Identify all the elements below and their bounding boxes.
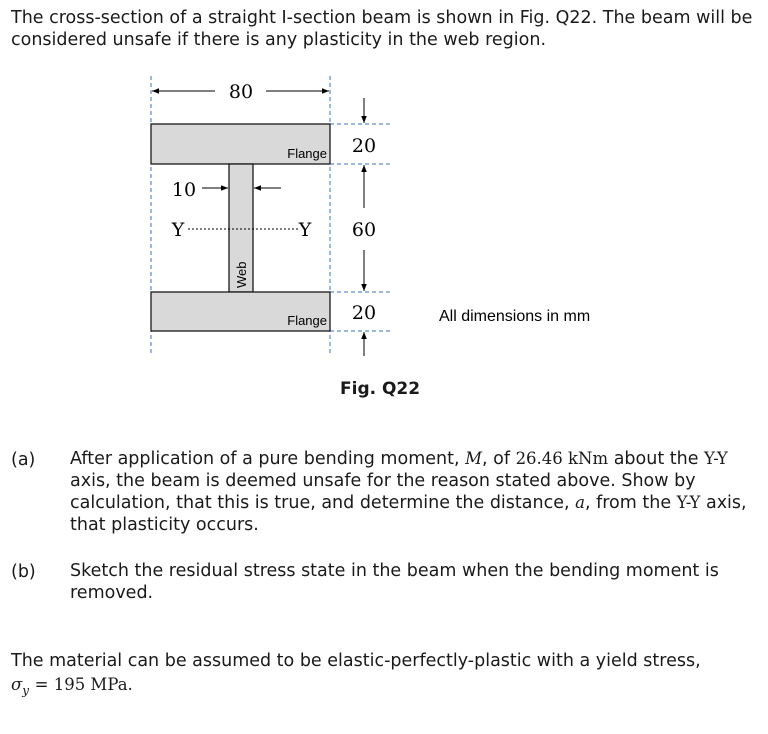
flange-label-top: Flange [287,146,327,161]
sigma-subscript: y [22,683,30,698]
axis-label-right: Y [298,219,312,241]
moment-value: 26.46 kNm [515,449,609,468]
axis-label-left: Y [171,219,185,241]
question-b-label: (b) [11,562,36,582]
intro-paragraph: The cross-section of a straight I-section beam is shown in Fig. Q22. The beam will be considered unsafe if there is any plasticity in the web region. [11,8,753,50]
dim-web-height: 60 [351,219,377,241]
dim-bottom-flange: 20 [351,302,377,324]
question-a-text: After application of a pure bending moment, M, of 26.46 kNm about the Y-Y axis, the beam is deemed unsafe for the reason stated above. Show by calculation, that this is true, and determine the distance, a, from the Y-Y axis, that plasticity occurs. [70,449,747,535]
question-b-text: Sketch the residual stress state in the beam when the bending moment is removed. [70,561,719,603]
sigma-symbol: σ [11,675,23,694]
web-label: Web [234,261,249,288]
dim-top-flange: 20 [351,135,377,157]
flange-label-bottom: Flange [287,313,327,328]
figure-caption: Fig. Q22 [340,379,421,399]
yield-stress-value: = 195 MPa. [34,675,133,694]
footer-paragraph: The material can be assumed to be elastic-perfectly-plastic with a yield stress, $\sigma_y = 195$ MPa. [11,651,701,698]
question-a-label: (a) [11,450,36,470]
dim-width: 80 [228,81,254,103]
var-a: a [575,493,585,512]
dimensions-note: All dimensions in mm [439,308,591,325]
var-m: M [465,449,482,468]
dim-web-thickness: 10 [171,179,197,201]
